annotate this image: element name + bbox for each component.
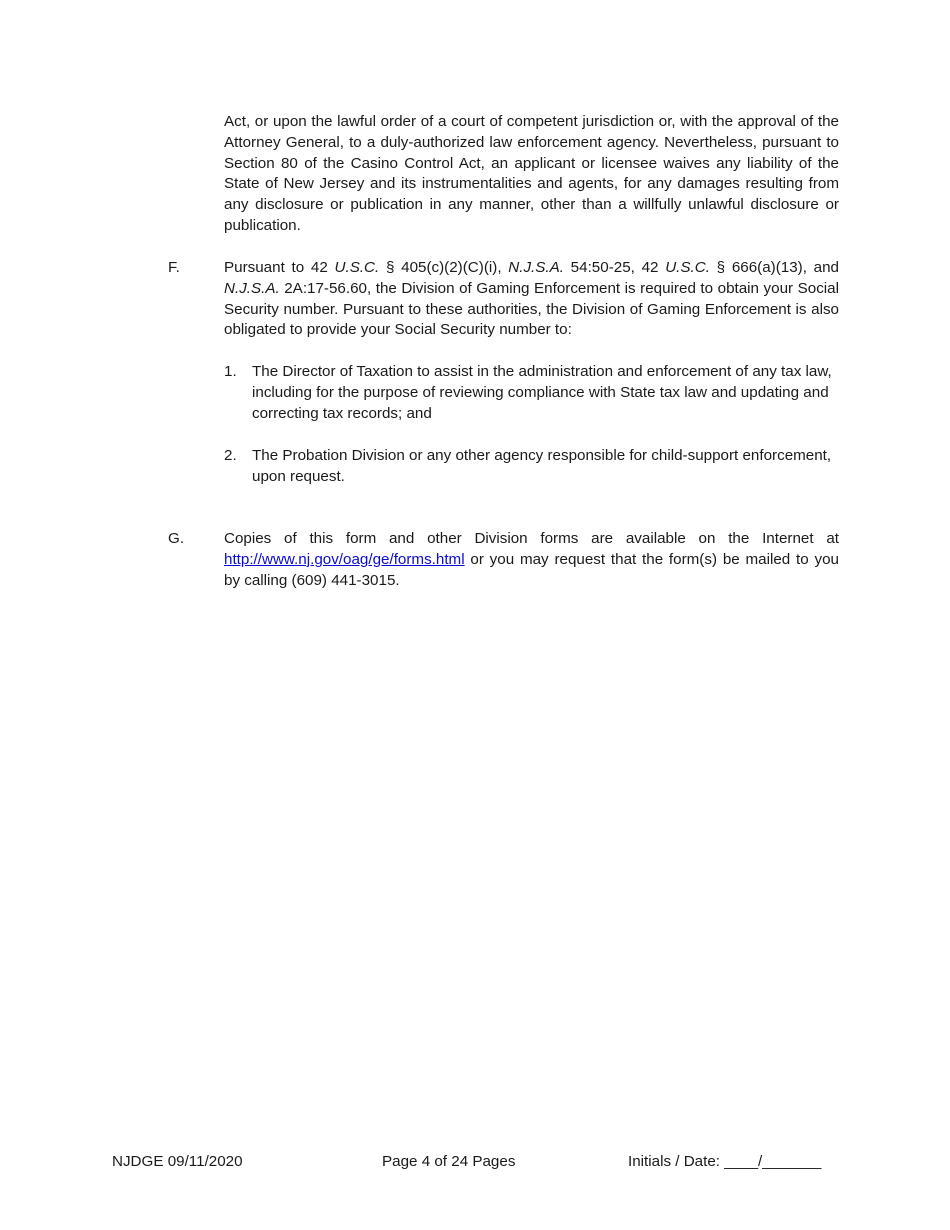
list-item-number: 1. [224, 363, 237, 380]
paragraph-e-continuation: Act, or upon the lawful order of a court of competent jurisdiction or, with the approval of the Attorney General, to a duly-authorized law enforcement agency. Nevertheless, pursuant to Section 80 of the Casino Control Act, an applicant or licensee waives any liability of the State of New Jersey and its instrumentalities and agents, for any damages resulting from any disclosure or publication in any manner, other than a willfully unlawful disclosure or publication. [224, 113, 839, 234]
citation-usc: U.S.C. [665, 259, 710, 276]
list-item-number: 2. [224, 447, 237, 464]
list-item-text: The Probation Division or any other agency responsible for child-support enforcement, upon request. [252, 447, 832, 485]
section-f-text-part: Pursuant to 42 [224, 259, 335, 276]
section-g-label: G. [168, 530, 185, 547]
citation-njsa: N.J.S.A. [224, 279, 280, 297]
forms-link[interactable]: http://www.nj.gov/oag/ge/forms.html [224, 550, 465, 568]
section-g-text [224, 529, 839, 591]
section-f-text [224, 258, 839, 341]
list-item-text: The Director of Taxation to assist in the administration and enforcement of any tax law, including for the purpose of reviewing compliance with State tax law and updating and correcting tax records; and [252, 363, 832, 422]
section-f-text-part: § 405(c)(2)(C)(i), [379, 259, 509, 276]
section-g-text-part: Copies of this form and other Division forms are available on the Internet at [224, 530, 839, 547]
section-f-text-part: § 666(a)(13), and [709, 259, 840, 276]
citation-njsa: N.J.S.A. [508, 259, 564, 276]
section-f-text-part: 54:50-25, 42 [563, 259, 666, 276]
section-f-text-part: 2A:17-56.60, the Division of Gaming Enforcement is required to obtain your Social Security number. Pursuant to these authorities, the Division of Gaming Enforcement is also obligated to provide your Social Security number to: [224, 279, 839, 339]
footer-form-id: NJDGE 09/11/2020 [112, 1153, 243, 1170]
footer-page-number: Page 4 of 24 Pages [382, 1153, 516, 1170]
footer-initials-date: Initials / Date: ____/_______ [628, 1153, 822, 1170]
section-g-text-part: or you may request that the form(s) be mailed to you by calling (609) 441-3015. [224, 550, 839, 589]
citation-usc: U.S.C. [334, 259, 380, 276]
section-f-label: F. [168, 259, 180, 276]
